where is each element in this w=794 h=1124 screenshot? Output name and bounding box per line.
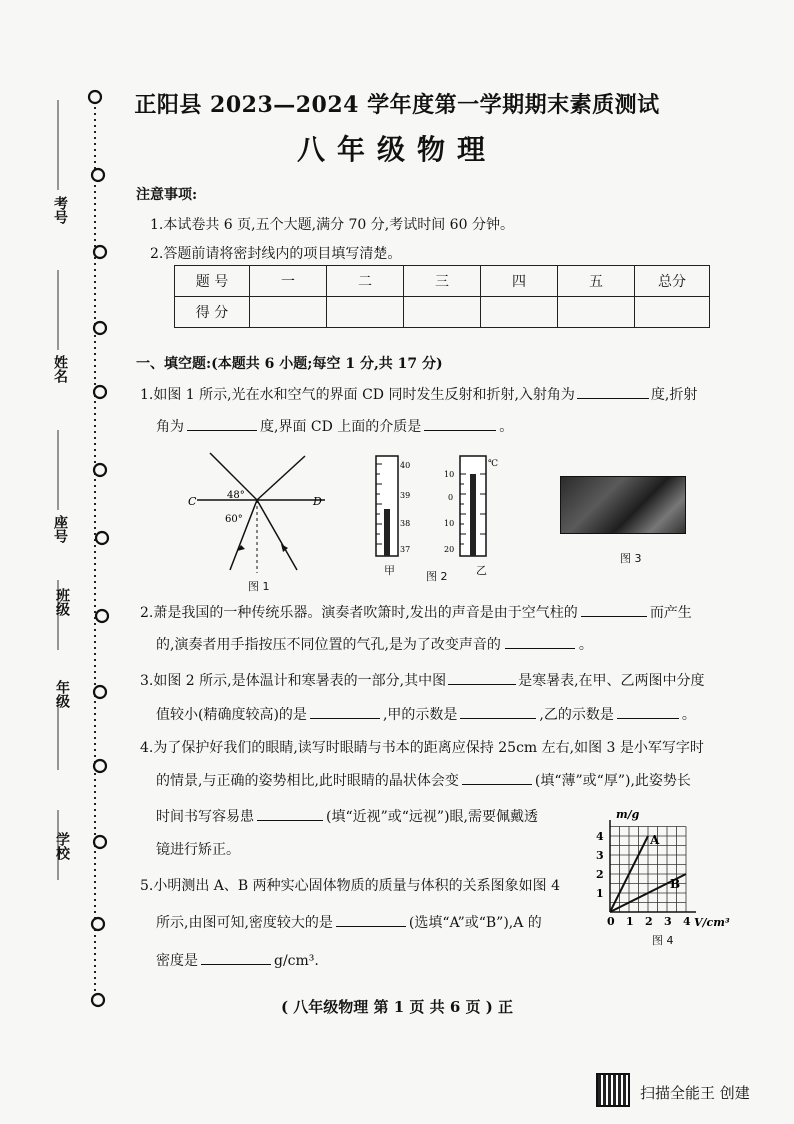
question-text: 是寒暑表,在甲、乙两图中分度 — [518, 673, 705, 689]
question-text: (选填“A”或“B”),A 的 — [408, 915, 542, 931]
answer-blank[interactable] — [310, 704, 380, 719]
note-item: 1.本试卷共 6 页,五个大题,满分 70 分,考试时间 60 分钟。 — [150, 217, 514, 233]
question-4-line-1 — [140, 738, 704, 758]
question-2-line-2 — [156, 634, 593, 655]
question-4-line-2 — [156, 770, 691, 791]
angle-label: 60° — [225, 514, 243, 525]
score-input-cell[interactable] — [327, 297, 404, 328]
score-cell: 二 — [327, 266, 404, 297]
question-text: 密度是 — [156, 953, 198, 969]
answer-blank[interactable] — [257, 806, 323, 821]
question-4-line-3 — [156, 806, 538, 827]
score-input-cell[interactable] — [250, 297, 327, 328]
x-tick-label: 2 — [645, 915, 653, 928]
figure-2 — [368, 454, 508, 566]
figure-1-caption: 图 1 — [248, 580, 270, 593]
question-text: 。 — [578, 637, 593, 653]
y-axis-label: m/g — [616, 808, 640, 821]
seal-label-name: 姓名 — [52, 355, 68, 383]
question-text: 角为 — [156, 419, 184, 435]
answer-blank[interactable] — [448, 670, 516, 685]
question-3-line-1 — [140, 670, 705, 691]
question-text: 度,折射 — [650, 387, 698, 403]
answer-blank[interactable] — [336, 912, 406, 927]
page-footer: ( 八年级物理 第 1 页 共 6 页 ) 正 — [280, 998, 514, 1016]
score-cell: 五 — [558, 266, 635, 297]
question-text: g/cm³. — [274, 953, 319, 969]
question-text: ,乙的示数是 — [539, 707, 614, 723]
answer-blank[interactable] — [201, 950, 271, 965]
question-text: 度,界面 CD 上面的介质是 — [260, 419, 422, 435]
seal-hole — [94, 464, 106, 476]
seal-hole — [94, 686, 106, 698]
tick-label: 10 — [444, 519, 455, 528]
question-text: 镜进行矫正。 — [156, 842, 240, 858]
seal-hole — [94, 386, 106, 398]
seal-label-class: 班级 — [54, 588, 70, 616]
seal-hole — [94, 246, 106, 258]
figure-2-caption: 图 2 — [426, 570, 448, 583]
notes-heading: 注意事项: — [136, 187, 198, 203]
seal-hole — [92, 169, 104, 181]
question-5-line-2 — [156, 912, 542, 933]
score-cell: 总分 — [635, 266, 710, 297]
question-text: 1.如图 1 所示,光在水和空气的界面 CD 同时发生反射和折射,入射角为 — [140, 387, 575, 403]
y-tick-label: 2 — [596, 868, 604, 881]
seal-hole — [94, 760, 106, 772]
question-2-line-1 — [140, 602, 692, 623]
tick-label: 37 — [400, 545, 411, 554]
figure-2-yi-label: 乙 — [476, 564, 487, 577]
question-text: 值较小(精确度较高)的是 — [156, 707, 307, 723]
question-5-line-3 — [156, 950, 319, 971]
score-input-cell[interactable] — [635, 297, 710, 328]
tick-label: 38 — [400, 519, 411, 528]
score-table-header-row — [175, 266, 710, 297]
note-item: 2.答题前请将密封线内的项目填写清楚。 — [150, 246, 402, 262]
seal-hole — [94, 322, 106, 334]
series-label: A — [650, 833, 660, 847]
question-text: 4.为了保护好我们的眼睛,读写时眼睛与书本的距离应保持 25cm 左右,如图 3 是小军写字时 — [140, 740, 704, 756]
score-input-cell[interactable] — [404, 297, 481, 328]
page-title: 正阳县 2023—2024 学年度第一学期期末素质测试 — [134, 92, 660, 118]
tick-label: 10 — [444, 470, 455, 479]
question-4-line-4 — [156, 840, 240, 860]
question-text: 的,演奏者用手指按压不同位置的气孔,是为了改变声音的 — [156, 637, 501, 653]
question-text: 5.小明测出 A、B 两种实心固体物质的质量与体积的关系图象如图 4 — [140, 878, 561, 894]
question-1-line-1 — [140, 384, 697, 405]
question-text: 时间书写容易患 — [156, 809, 254, 825]
score-input-cell[interactable] — [558, 297, 635, 328]
x-axis-label: V/cm³ — [694, 916, 730, 929]
question-text: 。 — [499, 419, 514, 435]
tick-label: 20 — [444, 545, 455, 554]
figure-3-caption: 图 3 — [620, 552, 642, 565]
question-text: ,甲的示数是 — [382, 707, 458, 723]
figure-3-photo — [560, 476, 686, 534]
seal-hole — [94, 836, 106, 848]
question-text: 。 — [681, 707, 696, 723]
question-text: 而产生 — [649, 605, 692, 621]
figure-4-chart — [592, 808, 742, 932]
light-ray — [257, 500, 297, 570]
x-tick-label: 1 — [626, 915, 634, 928]
question-text: 所示,由图可知,密度较大的是 — [156, 915, 333, 931]
score-cell: 一 — [250, 266, 327, 297]
y-tick-label: 3 — [596, 849, 604, 862]
question-text: 2.萧是我国的一种传统乐器。演奏者吹箫时,发出的声音是由于空气柱的 — [140, 605, 578, 621]
answer-blank[interactable] — [581, 602, 647, 617]
question-1-line-2 — [156, 416, 513, 437]
tick-label: 0 — [448, 493, 454, 502]
seal-hole — [92, 918, 104, 930]
seal-hole — [96, 532, 108, 544]
score-table-score-row — [175, 297, 710, 328]
seal-label-grade: 年级 — [54, 680, 70, 708]
light-ray — [230, 500, 257, 570]
question-text: 3.如图 2 所示,是体温计和寒暑表的一部分,其中图 — [140, 673, 447, 689]
score-table — [174, 265, 710, 328]
answer-blank[interactable] — [577, 384, 649, 399]
answer-blank[interactable] — [462, 770, 532, 785]
figure-2-jia-label: 甲 — [384, 564, 395, 577]
label-d: D — [313, 495, 322, 508]
x-tick-label: 0 — [607, 915, 615, 928]
tick-label: 40 — [400, 461, 411, 470]
question-text: 的情景,与正确的姿势相比,此时眼睛的晶状体会变 — [156, 773, 459, 789]
y-tick-label: 1 — [596, 887, 604, 900]
unit-label: ℃ — [488, 459, 499, 469]
label-c: C — [188, 495, 197, 508]
series-label: B — [670, 877, 681, 891]
score-cell: 得 分 — [175, 297, 250, 328]
section-heading: 一、填空题:(本题共 6 小题;每空 1 分,共 17 分) — [136, 356, 443, 372]
answer-blank[interactable] — [424, 416, 496, 431]
tick-label: 39 — [400, 491, 411, 500]
score-cell: 三 — [404, 266, 481, 297]
angle-label: 48° — [227, 490, 245, 501]
x-tick-label: 4 — [683, 915, 691, 928]
figure-4-caption: 图 4 — [652, 934, 674, 947]
answer-blank[interactable] — [617, 704, 679, 719]
seal-label-seat: 座号 — [52, 515, 68, 543]
x-tick-label: 3 — [664, 915, 672, 928]
qr-code-icon — [596, 1073, 630, 1107]
score-input-cell[interactable] — [481, 297, 558, 328]
question-text: (填“薄”或“厚”),此姿势长 — [534, 773, 691, 789]
answer-blank[interactable] — [187, 416, 257, 431]
seal-label-kaohao: 考号 — [52, 196, 68, 224]
question-text: (填“近视”或“远视”)眼,需要佩戴透 — [326, 809, 539, 825]
seal-label-school: 学校 — [54, 832, 70, 860]
chart-grid — [610, 827, 686, 913]
question-3-line-2 — [156, 704, 696, 725]
page-subtitle: 八年级物理 — [296, 133, 497, 166]
answer-blank[interactable] — [460, 704, 536, 719]
light-ray — [257, 456, 305, 500]
question-5-line-1 — [140, 876, 560, 896]
y-tick-label: 4 — [596, 830, 604, 843]
scanner-branding: 扫描全能王 创建 — [640, 1084, 750, 1102]
figure-1 — [185, 448, 335, 588]
score-cell: 题 号 — [175, 266, 250, 297]
answer-blank[interactable] — [505, 634, 575, 649]
arrow-icon — [281, 544, 288, 552]
score-cell: 四 — [481, 266, 558, 297]
seal-hole — [96, 610, 108, 622]
